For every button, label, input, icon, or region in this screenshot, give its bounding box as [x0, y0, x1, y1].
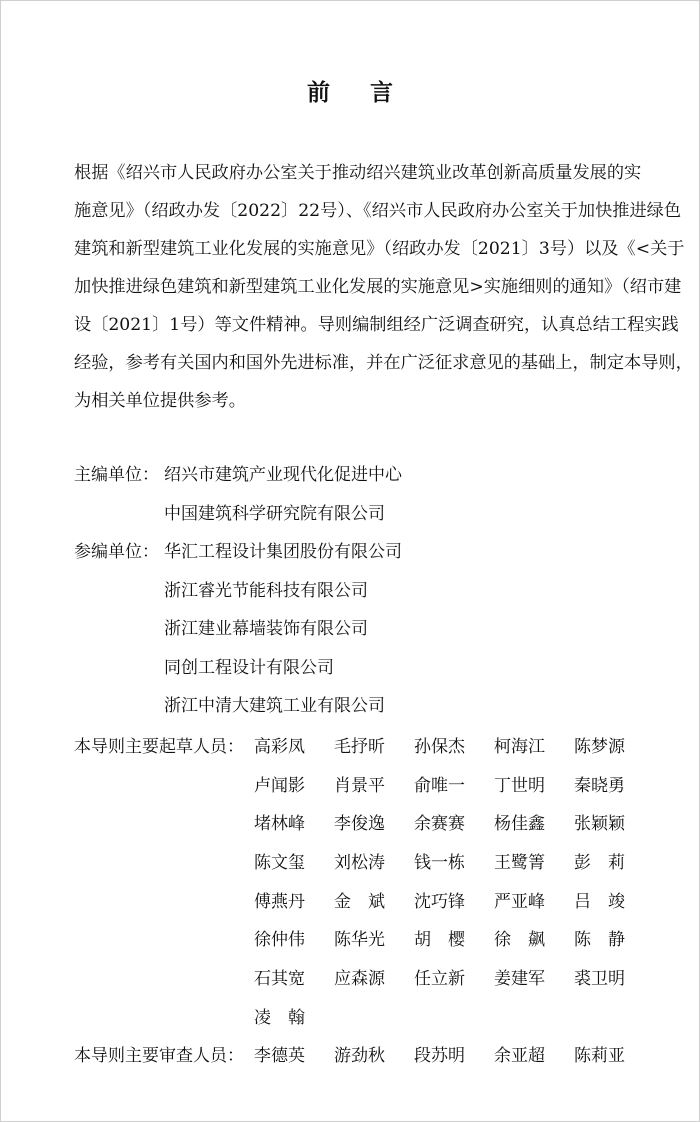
drafter-name: 陈梦源 [574, 737, 625, 757]
co-editor-unit: 浙江建业幕墙装饰有限公司 [164, 619, 368, 639]
co-editor-unit: 浙江中清大建筑工业有限公司 [164, 696, 385, 716]
drafter-name: 秦晓勇 [574, 775, 625, 796]
drafter-name: 石其宽 [254, 969, 305, 990]
drafter-name: 丁世明 [494, 775, 545, 796]
chief-editor-unit: 中国建筑科学研究院有限公司 [164, 503, 385, 524]
drafters-row [74, 960, 654, 999]
drafters-row [74, 844, 654, 883]
chief-editor-row [74, 495, 402, 534]
drafter-name: 俞唯一 [414, 775, 465, 796]
preface-line: 建筑和新型建筑工业化发展的实施意见》（绍政办发〔2021〕3号）以及《<关于 [74, 239, 685, 259]
drafter-name: 毛抒昕 [334, 737, 385, 757]
preface-paragraph [74, 154, 693, 420]
drafter-name: 凌 翰 [254, 1007, 305, 1028]
reviewer-name: 段苏明 [414, 1046, 465, 1066]
drafter-name: 姜建军 [494, 969, 545, 990]
chief-editor-row [74, 456, 402, 495]
drafter-name: 高彩凤 [254, 737, 305, 757]
drafter-name: 应森源 [334, 969, 385, 990]
preface-line: 设〔2021〕1号）等文件精神。导则编制组经广泛调查研究，认真总结工程实践 [74, 315, 679, 335]
co-editor-row [74, 572, 402, 611]
drafter-name: 陈文玺 [254, 853, 305, 874]
drafters-row [74, 805, 654, 844]
drafter-name: 刘松涛 [334, 853, 385, 874]
drafter-name: 卢闻影 [254, 775, 305, 796]
drafter-name: 孙保杰 [414, 737, 465, 757]
reviewer-name: 余亚超 [494, 1046, 545, 1066]
drafter-name: 金 斌 [334, 891, 385, 912]
reviewers-label: 本导则主要审查人员： [74, 1046, 244, 1066]
co-editor-unit: 华汇工程设计集团股份有限公司 [164, 542, 402, 562]
drafter-name: 杨佳鑫 [494, 814, 545, 835]
title-char-1: 前 [307, 79, 330, 106]
preface-line: 为相关单位提供参考。 [74, 391, 246, 411]
drafters-row [74, 728, 654, 767]
chief-editor-label: 主编单位： [74, 465, 159, 485]
reviewer-name: 李德英 [254, 1046, 305, 1066]
drafter-name: 傅燕丹 [254, 891, 305, 912]
reviewer-name: 陈莉亚 [574, 1046, 625, 1066]
drafter-name: 徐 飙 [494, 930, 545, 951]
reviewers-row [74, 1037, 654, 1076]
drafter-name: 彭 莉 [574, 853, 625, 874]
drafter-name: 李俊逸 [334, 814, 385, 835]
drafter-name: 沈巧锋 [414, 891, 465, 912]
reviewers-section [74, 1037, 654, 1076]
drafter-name: 任立新 [414, 969, 465, 990]
drafter-name: 陈华光 [334, 930, 385, 951]
drafter-name: 余赛赛 [414, 814, 465, 835]
drafters-row [74, 999, 654, 1038]
co-editor-unit: 同创工程设计有限公司 [164, 657, 334, 678]
preface-line: 施意见》（绍政办发〔2022〕22号）、《绍兴市人民政府办公室关于加快推进绿色 [74, 201, 682, 221]
drafter-name: 吕 竣 [574, 891, 625, 912]
drafter-name: 徐仲伟 [254, 930, 305, 951]
preface-line: 经验，参考有关国内和国外先进标准，并在广泛征求意见的基础上，制定本导则， [74, 353, 693, 373]
drafter-name: 王鹭箐 [494, 853, 545, 874]
drafters-row [74, 921, 654, 960]
preface-line: 加快推进绿色建筑和新型建筑工业化发展的实施意见>实施细则的通知》（绍市建 [74, 277, 682, 297]
co-editor-row [74, 610, 402, 649]
chief-editor-unit: 绍兴市建筑产业现代化促进中心 [164, 465, 402, 485]
drafter-name: 张颖颖 [574, 814, 625, 835]
co-editor-row [74, 649, 402, 688]
co-editor-unit: 浙江睿光节能科技有限公司 [164, 580, 368, 601]
page-title [0, 74, 700, 107]
drafter-name: 严亚峰 [494, 891, 545, 912]
drafters-section [74, 728, 654, 1038]
co-editor-row [74, 687, 402, 726]
drafter-name: 裘卫明 [574, 969, 625, 990]
drafter-name: 柯海江 [494, 737, 545, 757]
drafters-label: 本导则主要起草人员： [74, 737, 244, 757]
reviewer-name: 游劲秋 [334, 1046, 385, 1066]
drafter-name: 堵林峰 [254, 814, 305, 835]
title-char-2: 言 [370, 79, 393, 106]
preface-line: 根据《绍兴市人民政府办公室关于推动绍兴建筑业改革创新高质量发展的实 [74, 163, 642, 183]
drafter-name: 钱一栋 [414, 853, 465, 874]
co-editor-label: 参编单位： [74, 542, 159, 562]
drafters-row [74, 883, 654, 922]
drafter-name: 胡 樱 [414, 930, 465, 951]
units-section [74, 456, 402, 726]
co-editor-row [74, 533, 402, 572]
drafter-name: 陈 静 [574, 930, 625, 951]
drafters-row [74, 767, 654, 806]
drafter-name: 肖景平 [334, 775, 385, 796]
